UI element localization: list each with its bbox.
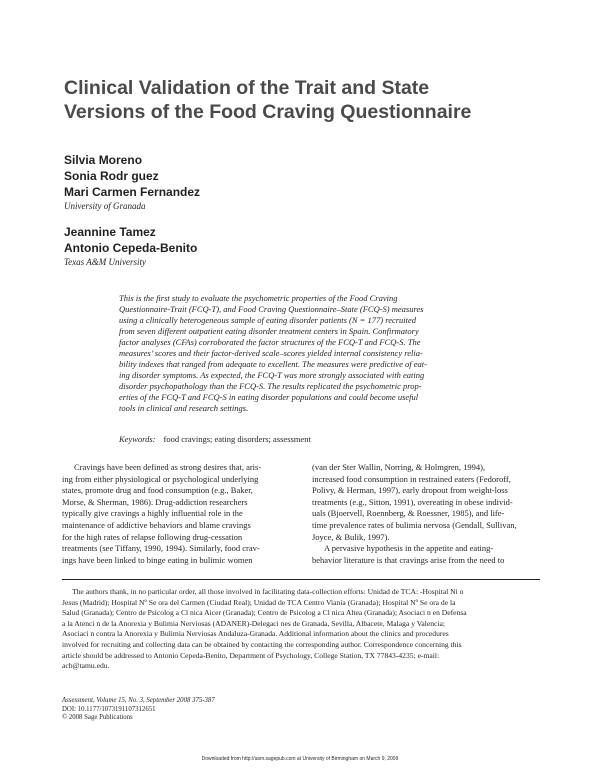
abstract-line: tools in clinical and research settings. xyxy=(119,403,249,413)
abstract-line: using a clinically heterogeneous sample of eating disorder patients (N = 177) recruited xyxy=(119,315,417,325)
author-name: Jeannine Tamez xyxy=(64,225,156,239)
body-line: A pervasive hypothesis in the appetite and eating- xyxy=(324,543,494,554)
body-line: treatments (e.g., Sitton, 1991), overeating in obese individ- xyxy=(312,496,513,507)
keywords xyxy=(119,434,311,445)
body-line: for the high rates of relapse following drug-cessation xyxy=(62,531,243,542)
author-group-texas xyxy=(64,224,197,268)
author-name: Mari Carmen Fernandez xyxy=(64,185,201,199)
body-line: states, promote drug and food consumption (e.g., Baker, xyxy=(62,485,253,496)
title-line: Clinical Validation of the Trait and State xyxy=(64,77,430,99)
body-line: treatments (see Tiffany, 1990, 1994). Similarly, food crav- xyxy=(62,543,260,554)
body-line: maintenance of addictive behaviors and blame cravings xyxy=(62,519,251,530)
abstract-line: factor analyses (CFAs) corroborated the factor structures of the FCQ-T and FCQ-S. The xyxy=(119,337,421,347)
body-line: increased food consumption in restrained eaters (Fedoroff, xyxy=(312,473,511,484)
body-line: Joyce, & Bulik, 1997). xyxy=(312,531,390,542)
keywords-text: food cravings; eating disorders; assessment xyxy=(163,434,311,444)
body-line: ing from either physiological or psychological underlying xyxy=(62,473,259,484)
body-line: Cravings have been defined as strong desires that, aris- xyxy=(74,462,262,472)
footnote-line: involved for recruiting and collecting data can be obtained by contacting the corresponding author. Correspondence concerning this xyxy=(62,639,462,649)
body-line: time prevalence rates of bulimia nervosa (Gendall, Sullivan, xyxy=(312,519,517,530)
author-name: Sonia Rodr guez xyxy=(64,169,159,183)
body-line: (van der Ster Wallin, Norring, & Holmgren, 1994), xyxy=(312,462,486,472)
abstract-line: Questionnaire-Trait (FCQ-T), and Food Craving Questionnaire–State (FCQ-S) measures xyxy=(119,304,424,314)
footnote-line: article should be addressed to Antonio Cepeda-Benito, Department of Psychology, College Station, TX 77843-4235; e-mail: xyxy=(62,650,440,660)
footnote-divider xyxy=(62,579,540,580)
abstract-line: This is the first study to evaluate the psychometric properties of the Food Craving xyxy=(119,293,398,303)
abstract-line: erties of the FCQ-T and FCQ-S in eating disorder populations and could become useful xyxy=(119,392,419,402)
footnote-line: acb@tamu.edu. xyxy=(62,661,110,671)
affiliation: University of Granada xyxy=(64,201,146,211)
body-column-left xyxy=(62,462,292,566)
article-title xyxy=(64,76,544,124)
body-line: Polivy, & Herman, 1997), early dropout from weight-loss xyxy=(312,485,508,496)
footnote-line: The authors thank, in no particular order, all those involved in facilitating data-collection efforts: Unidad de TCA: -Hospital Ni o xyxy=(72,587,464,596)
doi: DOI: 10.1177/1073191107312651 xyxy=(62,705,156,713)
author-group-granada xyxy=(64,152,200,212)
author-name: Silvia Moreno xyxy=(64,153,143,167)
copyright: © 2008 Sage Publications xyxy=(62,714,133,722)
author-name: Antonio Cepeda-Benito xyxy=(64,241,198,255)
footnote-line: Salud (Granada); Centro de Psicolog a Cl nica Aicer (Granada); Centro de Psicolog a Cl nica Altea (Granada); Asociaci n en Defensa xyxy=(62,608,467,618)
abstract-line: disorder psychopathology than the FCQ-S. The results replicated the psychometric prop- xyxy=(119,381,422,391)
abstract-line: ing disorder symptoms. As expected, the FCQ-T was more strongly associated with eating xyxy=(119,370,425,380)
footnote-line: Asociaci n contra la Anorexia y Bulimia Nerviosas Andaluza-Granada. Additional information about the clinics and procedures xyxy=(62,629,449,639)
journal-citation: Assessment, Volume 15, No. 3, September 2008 375-387 xyxy=(62,697,215,704)
abstract-line: measures’ scores and their factor-derived scale–scores yielded internal consistency relia- xyxy=(119,348,423,358)
publication-info xyxy=(62,697,215,723)
body-line: uals (Bjoervell, Roennberg, & Roessner, 1985), and life- xyxy=(312,508,505,519)
footnote-line: a la Atenci n de la Anorexia y Bulimia Nerviosas (ADANER)-Delegaci nes de Granada, Sevilla, Albacete, Malaga y Valencia; xyxy=(62,618,446,628)
author-note xyxy=(62,587,540,672)
body-line: typically give cravings a highly influential role in the xyxy=(62,508,243,519)
footnote-line: Jesus (Madrid); Hospital Nº Se ora del Carmen (Ciudad Real); Unidad de TCA Centro Vianía (Granada); Hospital Nº Se ora de la xyxy=(62,597,456,607)
download-notice: Downloaded from http://asm.sagepub.com at University of Birmingham on March 9, 2009 xyxy=(201,756,399,762)
affiliation: Texas A&M University xyxy=(64,257,146,267)
body-line: ings have been linked to binge eating in bulimic women xyxy=(62,554,253,565)
abstract-line: bility indexes that ranged from adequate to excellent. The measures were predictive of eat- xyxy=(119,359,427,369)
body-line: behavior literature is that cravings arise from the need to xyxy=(312,554,505,565)
body-line: Morse, & Sherman, 1986). Drug-addiction researchers xyxy=(62,496,248,507)
abstract xyxy=(119,293,540,414)
abstract-line: from seven different outpatient eating disorder treatment centers in Spain. Confirmatory xyxy=(119,326,419,336)
title-line: Versions of the Food Craving Questionnaire xyxy=(64,101,472,123)
keywords-label: Keywords: xyxy=(119,434,156,444)
body-column-right xyxy=(312,462,542,566)
